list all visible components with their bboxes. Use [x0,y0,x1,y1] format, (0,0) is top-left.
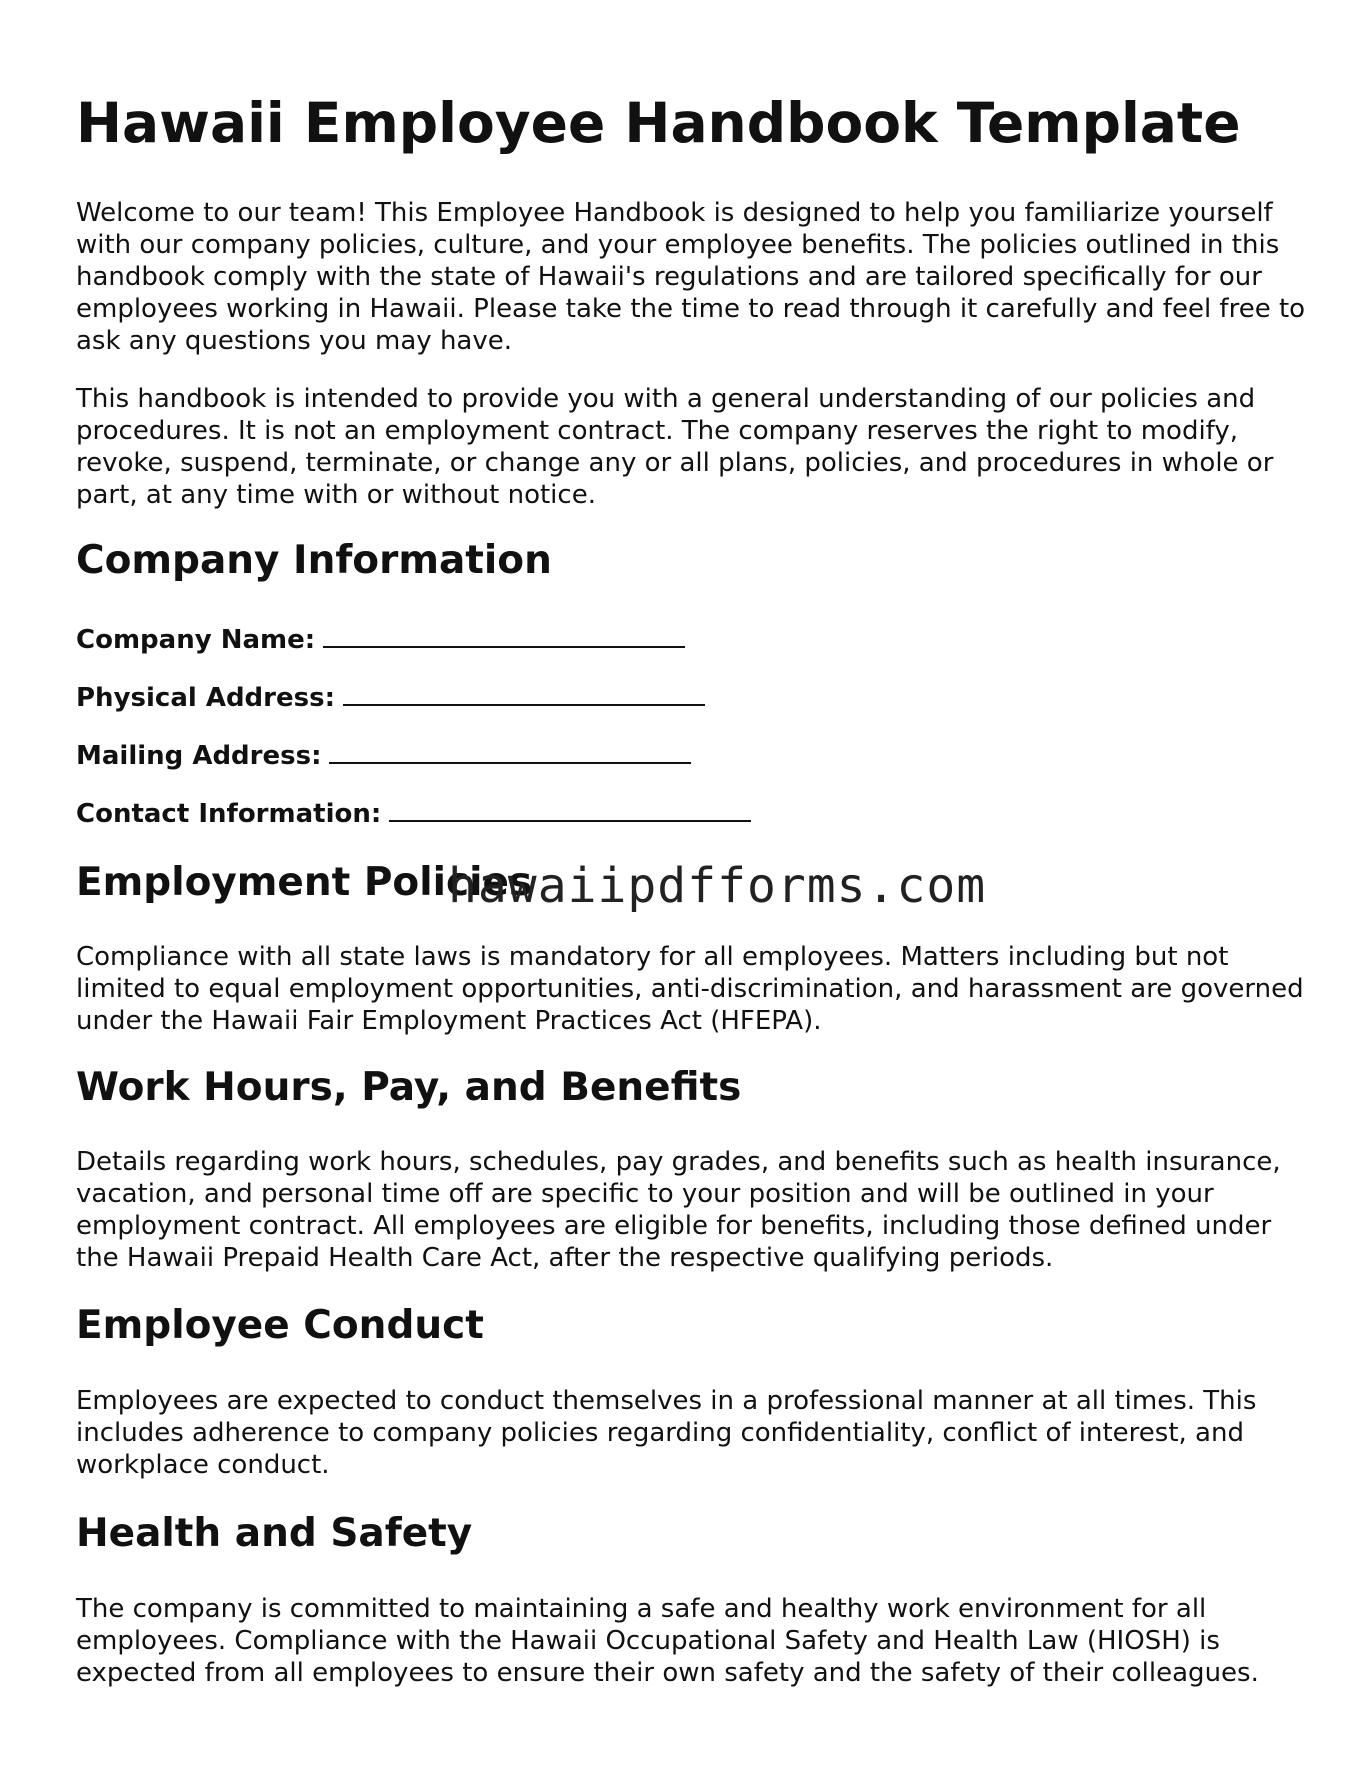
physical-address-blank-line[interactable] [343,682,705,706]
watermark-text: hawaiipdfforms.com [448,858,987,914]
physical-address-field [76,682,705,714]
company-information-heading: Company Information [76,538,552,583]
employee-conduct-body: Employees are expected to conduct themselves in a professional manner at all times. This includes adherence to company policies regarding confidentiality, conflict of interest, and workplace conduct. [76,1386,1257,1480]
company-name-label: Company Name: [76,625,316,655]
company-name-field [76,624,685,656]
employment-policies-body: Compliance with all state laws is mandatory for all employees. Matters including but not limited to equal employment opportunities, anti-discrimination, and harassment are governed under the Hawaii Fair Employment Practices Act (HFEPA). [76,942,1304,1036]
mailing-address-label: Mailing Address: [76,741,322,771]
physical-address-label: Physical Address: [76,683,335,713]
mailing-address-blank-line[interactable] [329,740,691,764]
contact-information-blank-line[interactable] [389,798,751,822]
work-hours-pay-benefits-heading: Work Hours, Pay, and Benefits [76,1065,742,1110]
intro-paragraph-2: This handbook is intended to provide you with a general understanding of our policies and procedures. It is not an employment contract. The company reserves the right to modify, revoke, suspend, terminate, or change any or all plans, policies, and procedures in whole or part, at any time with or without notice. [76,384,1274,510]
company-name-blank-line[interactable] [323,624,685,648]
document-title: Hawaii Employee Handbook Template [76,91,1241,155]
contact-information-field [76,798,751,830]
health-and-safety-heading: Health and Safety [76,1511,473,1556]
employment-policies-heading: Employment Policies [76,860,533,905]
mailing-address-field [76,740,691,772]
employee-conduct-heading: Employee Conduct [76,1303,484,1348]
health-and-safety-body: The company is committed to maintaining a safe and healthy work environment for all employees. Compliance with the Hawaii Occupational Safety and Health Law (HIOSH) is expected from all employees to ensure their own safety and the safety of their colleagues. [76,1594,1259,1688]
intro-paragraph-1: Welcome to our team! This Employee Handbook is designed to help you familiarize yourself with our company policies, culture, and your employee benefits. The policies outlined in this handbook comply with the state of Hawaii's regulations and are tailored specifically for our employees working in Hawaii. Please take the time to read through it carefully and feel free to ask any questions you may have. [76,198,1306,356]
work-hours-pay-benefits-body: Details regarding work hours, schedules, pay grades, and benefits such as health insurance, vacation, and personal time off are specific to your position and will be outlined in your employment contract. All employees are eligible for benefits, including those defined under the Hawaii Prepaid Health Care Act, after the respective qualifying periods. [76,1147,1281,1273]
contact-information-label: Contact Information: [76,799,382,829]
